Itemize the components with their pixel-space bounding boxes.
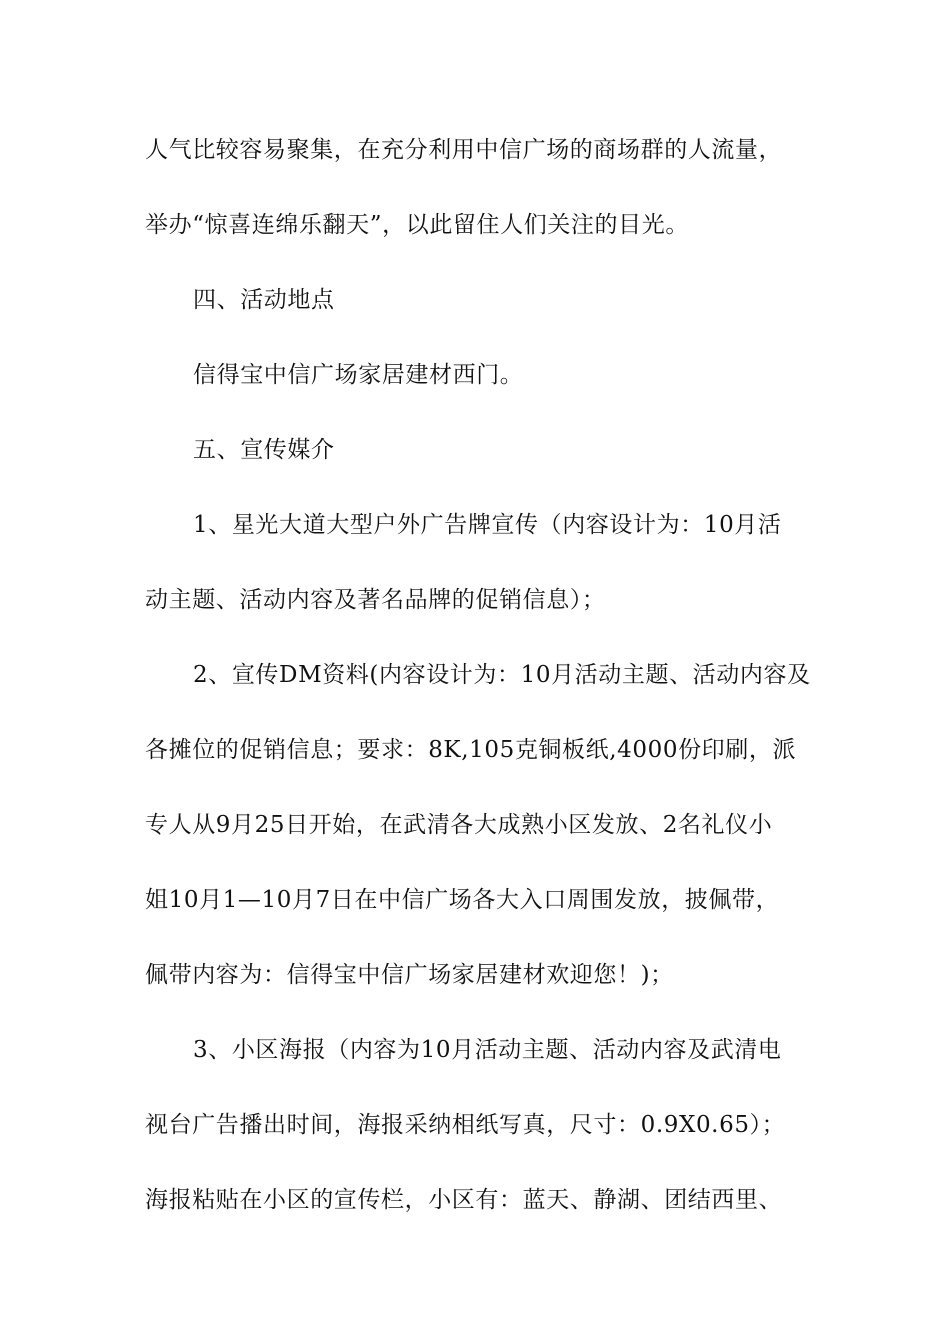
list-item-2-line-4: 姐10月1—10月7日在中信广场各大入口周围发放，披佩带， bbox=[145, 887, 780, 913]
section-heading-media: 五、宣传媒介 bbox=[193, 437, 335, 463]
list-item-2-line-2: 各摊位的促销信息；要求：8K,105克铜板纸,4000份印刷，派 bbox=[145, 737, 797, 763]
list-item-1-line-2: 动主题、活动内容及著名品牌的促销信息）； bbox=[145, 587, 606, 613]
list-item-3-line-2: 视台广告播出时间，海报采纳相纸写真，尺寸：0.9X0.65）； bbox=[145, 1112, 786, 1138]
text-line-1: 人气比较容易聚集，在充分利用中信广场的商场群的人流量， bbox=[145, 137, 783, 163]
text-line-location: 信得宝中信广场家居建材西门。 bbox=[193, 362, 524, 388]
list-item-3-line-1: 3、小区海报（内容为10月活动主题、活动内容及武清电 bbox=[193, 1037, 782, 1063]
text-line-2: 举办“惊喜连绵乐翻天”，以此留住人们关注的目光。 bbox=[145, 212, 689, 238]
section-heading-location: 四、活动地点 bbox=[193, 287, 335, 313]
list-item-2-line-1: 2、宣传DM资料(内容设计为：10月活动主题、活动内容及 bbox=[193, 662, 811, 688]
list-item-3-line-3: 海报粘贴在小区的宣传栏，小区有：蓝天、静湖、团结西里、 bbox=[145, 1187, 783, 1213]
list-item-1-line-1: 1、星光大道大型户外广告牌宣传（内容设计为：10月活 bbox=[193, 512, 782, 538]
list-item-2-line-5: 佩带内容为：信得宝中信广场家居建材欢迎您！)； bbox=[145, 962, 674, 988]
list-item-2-line-3: 专人从9月25日开始，在武清各大成熟小区发放、2名礼仪小 bbox=[145, 812, 773, 838]
